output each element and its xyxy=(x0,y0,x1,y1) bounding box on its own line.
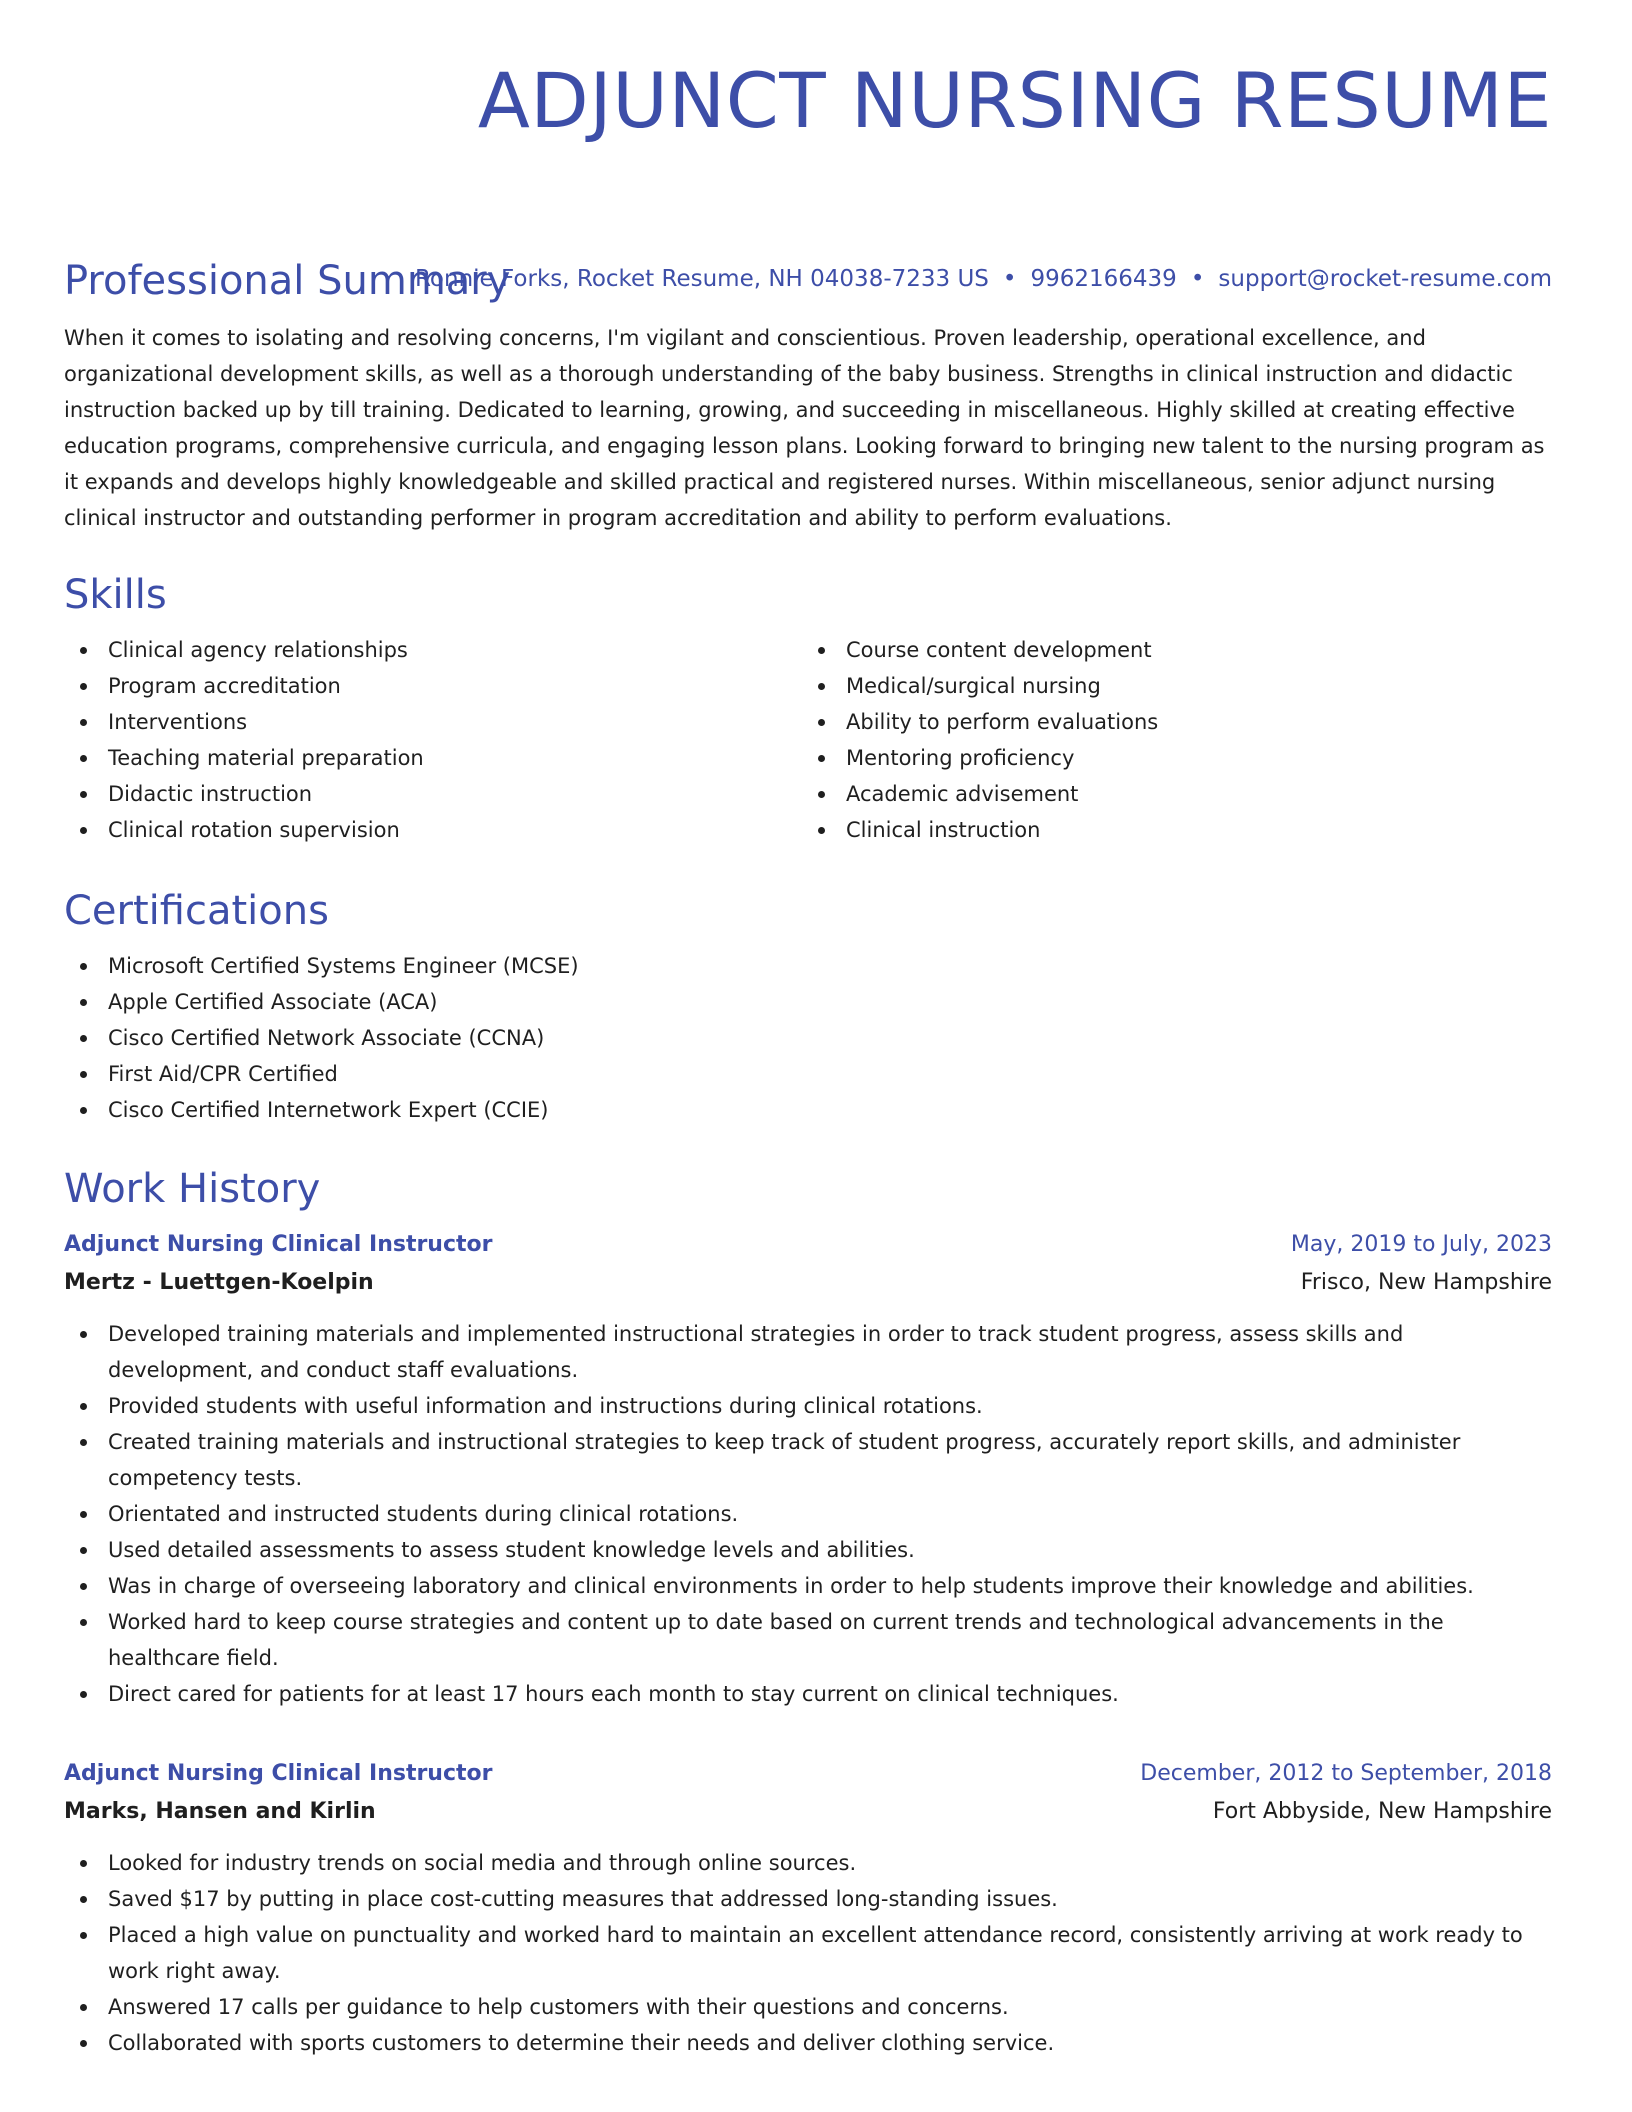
contact-phone: 9962166439 xyxy=(1030,266,1177,292)
certifications-list xyxy=(64,948,1552,1128)
summary-section xyxy=(64,256,1552,536)
skill-item: Course content development xyxy=(802,632,1540,668)
skill-item: Clinical rotation supervision xyxy=(64,812,802,848)
skill-item: Teaching material preparation xyxy=(64,740,802,776)
work-section xyxy=(64,1164,1552,1712)
skill-item: Didactic instruction xyxy=(64,776,802,812)
job-bullet: Was in charge of overseeing laboratory and clinical environments in order to help students improve their knowledge and abilities. xyxy=(64,1568,1552,1604)
certification-item: First Aid/CPR Certified xyxy=(64,1056,1552,1092)
job-entry xyxy=(64,1226,1552,1712)
job-bullet: Answered 17 calls per guidance to help customers with their questions and concerns. xyxy=(64,1989,1552,2025)
certification-item: Cisco Certified Network Associate (CCNA) xyxy=(64,1020,1552,1056)
skills-heading: Skills xyxy=(64,572,167,618)
job-location: Fort Abbyside, New Hampshire xyxy=(1212,1799,1552,1824)
job-bullet: Looked for industry trends on social media and through online sources. xyxy=(64,1845,1552,1881)
job-bullet: Worked hard to keep course strategies and content up to date based on current trends and technological advancements in the healthcare field. xyxy=(64,1604,1552,1676)
skills-section xyxy=(64,570,1552,848)
job-bullet: Direct cared for patients for at least 17 hours each month to stay current on clinical techniques. xyxy=(64,1676,1552,1712)
job-entry xyxy=(64,1755,1552,2061)
work-heading: Work History xyxy=(64,1166,321,1212)
skill-item: Interventions xyxy=(64,704,802,740)
job-header xyxy=(64,1226,1552,1264)
job-dates: May, 2019 to July, 2023 xyxy=(1290,1232,1552,1257)
certification-item: Apple Certified Associate (ACA) xyxy=(64,984,1552,1020)
contact-separator: • xyxy=(1190,266,1205,292)
certification-item: Microsoft Certified Systems Engineer (MCSE) xyxy=(64,948,1552,984)
certification-item: Cisco Certified Internetwork Expert (CCIE) xyxy=(64,1092,1552,1128)
job-bullet: Placed a high value on punctuality and worked hard to maintain an excellent attendance record, consistently arriving at work ready to work right away. xyxy=(64,1917,1552,1989)
certifications-section xyxy=(64,886,1552,1128)
job-bullet: Developed training materials and implemented instructional strategies in order to track student progress, assess skills and development, and conduct staff evaluations. xyxy=(64,1316,1552,1388)
skill-item: Ability to perform evaluations xyxy=(802,704,1540,740)
job-bullet: Saved $17 by putting in place cost-cutting measures that addressed long-standing issues. xyxy=(64,1881,1552,1917)
contact-email[interactable]: support@rocket-resume.com xyxy=(1218,266,1552,292)
summary-heading: Professional Summary xyxy=(64,258,511,304)
skill-item: Clinical instruction xyxy=(802,812,1540,848)
contact-separator: • xyxy=(1002,266,1017,292)
job-title: Adjunct Nursing Clinical Instructor xyxy=(64,1232,493,1257)
job-company: Mertz - Luettgen-Koelpin xyxy=(64,1270,374,1295)
job-header xyxy=(64,1755,1552,1793)
job-bullet: Collaborated with sports customers to determine their needs and deliver clothing service. xyxy=(64,2025,1552,2061)
job-company: Marks, Hansen and Kirlin xyxy=(64,1799,376,1824)
job-title: Adjunct Nursing Clinical Instructor xyxy=(64,1761,493,1786)
certifications-heading: Certifications xyxy=(64,888,329,934)
job-bullet: Created training materials and instructional strategies to keep track of student progress, accurately report skills, and administer competency tests. xyxy=(64,1424,1552,1496)
job-bullets xyxy=(64,1845,1552,2061)
job-bullets xyxy=(64,1316,1552,1712)
job-bullet: Provided students with useful information and instructions during clinical rotations. xyxy=(64,1388,1552,1424)
job-location: Frisco, New Hampshire xyxy=(1300,1270,1552,1295)
summary-text: When it comes to isolating and resolving concerns, I'm vigilant and conscientious. Proven leadership, operational excellence, and organizational development skills, as well as a thorough understanding of the baby business. Strengths in clinical instruction and didactic instruction backed up by till training. Dedicated to learning, growing, and succeeding in miscellaneous. Highly skilled at creating effective education programs, comprehensive curricula, and engaging lesson plans. Looking forward to bringing new talent to the nursing program as it expands and develops highly knowledgeable and skilled practical and registered nurses. Within miscellaneous, senior adjunct nursing clinical instructor and outstanding performer in program accreditation and ability to perform evaluations. xyxy=(64,326,1545,530)
job-subheader xyxy=(64,1264,1552,1302)
skill-item: Clinical agency relationships xyxy=(64,632,802,668)
skill-item: Mentoring proficiency xyxy=(802,740,1540,776)
contact-address: Ronnie Forks, Rocket Resume, NH 04038-7233 US xyxy=(414,266,989,292)
skill-item: Program accreditation xyxy=(64,668,802,704)
skill-item: Academic advisement xyxy=(802,776,1540,812)
resume-title: ADJUNCT NURSING RESUME xyxy=(477,56,1552,145)
job-bullet: Used detailed assessments to assess student knowledge levels and abilities. xyxy=(64,1532,1552,1568)
job-dates: December, 2012 to September, 2018 xyxy=(1140,1761,1552,1786)
skills-list-left xyxy=(64,632,802,848)
skills-list-right xyxy=(802,632,1540,848)
job-subheader xyxy=(64,1793,1552,1831)
skill-item: Medical/surgical nursing xyxy=(802,668,1540,704)
job-bullet: Orientated and instructed students during clinical rotations. xyxy=(64,1496,1552,1532)
skills-grid xyxy=(64,632,1552,848)
